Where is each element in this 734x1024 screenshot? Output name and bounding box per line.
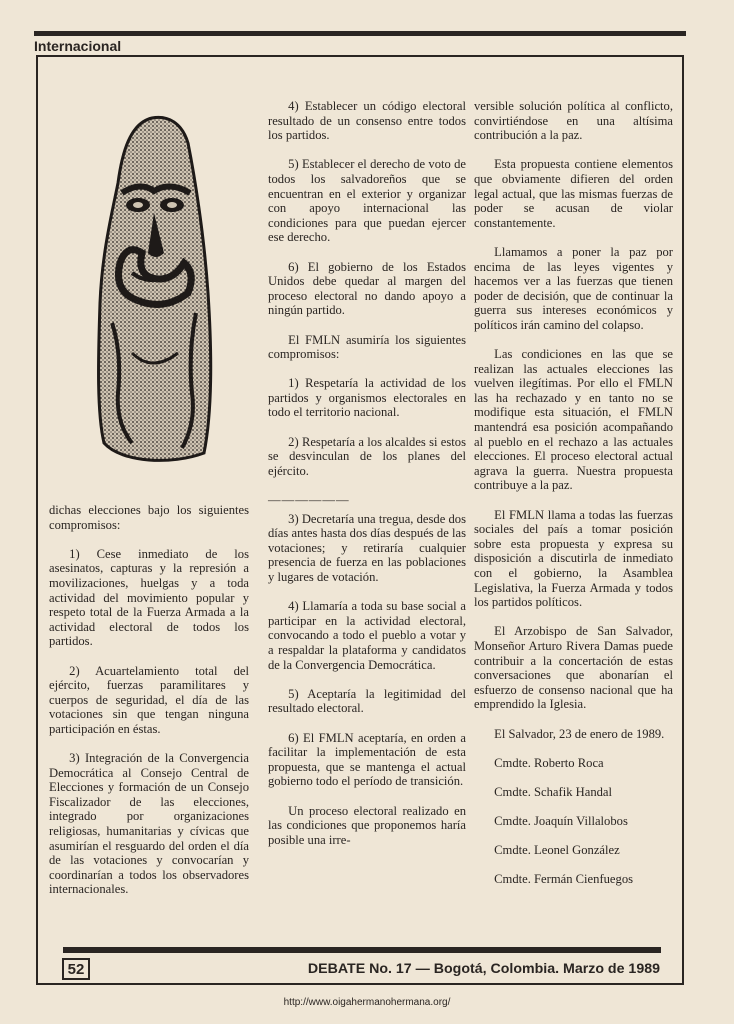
signature: Cmdte. Schafik Handal bbox=[494, 784, 613, 799]
source-url[interactable]: http://www.oigahermanohermana.org/ bbox=[283, 997, 451, 1008]
col2-paragraph: 6) El FMLN aceptaría, en orden a facilitar la implementación de esta propuesta, que se mantenga el actual gobierno todo el período de transición. bbox=[268, 730, 466, 789]
col2-paragraph: 5) Establecer el derecho de voto de todos los salvadoreños que se encuentran en el exterior y organizar con apoyo internacional las condiciones para que puedan ejercer ese derecho. bbox=[268, 157, 466, 245]
col3-paragraph: Esta propuesta contiene elementos que obviamente difieren del orden legal actual, que las mismas fuerzas de poder se acusan de violar constantemente. bbox=[474, 157, 673, 230]
col3-paragraph: El Arzobispo de San Salvador, Monseñor Arturo Rivera Damas puede contribuir a la concertación de estas conversaciones que abonarían el esfuerzo de consenso nacional que ha emprendido la Iglesia. bbox=[474, 624, 673, 712]
top-rule bbox=[34, 31, 686, 36]
section-label: Internacional bbox=[34, 38, 122, 54]
column-1 bbox=[49, 503, 249, 912]
column-3 bbox=[474, 99, 673, 902]
col1-item-1: 1) Cese inmediato de los asesinatos, capturas y la represión a movilizaciones, huelgas y a toda actividad del movimiento popular y respeto total de la Fuerza Armada a la actividad electoral de todos los partidos. bbox=[49, 546, 249, 649]
col2-paragraph: 1) Respetaría la actividad de los partidos y organismos electorales en todo el territorio nacional. bbox=[268, 376, 466, 420]
col2-paragraph: 4) Establecer un código electoral resultado de un consenso entre todos los partidos. bbox=[268, 99, 466, 143]
signature-block bbox=[474, 756, 673, 887]
col2-paragraph: Un proceso electoral realizado en las condiciones que proponemos haría posible una irre- bbox=[268, 803, 466, 847]
page-number: 52 bbox=[62, 958, 90, 980]
col3-paragraph: Llamamos a poner la paz por encima de las leyes vigentes y hacemos ver a las fuerzas que tienen poder de decisión, que de continuar la guerra sus intereses económicos y políticos irán camino del colapso. bbox=[474, 244, 673, 332]
col2-paragraph: 3) Decretaría una tregua, desde dos días antes hasta dos días después de las votaciones; y retiraría cualquier presencia de fuerza en las poblaciones y lugares de votación. bbox=[268, 511, 466, 584]
col1-intro: dichas elecciones bajo los siguientes compromisos: bbox=[49, 503, 249, 532]
col2-paragraph: 5) Aceptaría la legitimidad del resultado electoral. bbox=[268, 686, 466, 716]
col3-paragraph: Las condiciones en las que se realizan las actuales elecciones las vuelven ilegítimas. Por ello el FMLN las ha rechazado y en tanto no se modifique esta situación, el FMLN mantendrá esa posición acompañando al pueblo en el rechazo a las actuales elecciones. El proceso electoral actual agrava la guerra. Nuestra propuesta contribuye a la paz. bbox=[474, 347, 673, 493]
signature: Cmdte. Joaquín Villalobos bbox=[494, 814, 628, 829]
col2-paragraph: 6) El gobierno de los Estados Unidos debe quedar al margen del proceso electoral no dando apoyo a ningún partido. bbox=[268, 259, 466, 318]
col1-item-2: 2) Acuartelamiento total del ejército, fuerzas paramilitares y cuerpos de seguridad, el día de las votaciones sin que tengan ninguna participación en éstas. bbox=[49, 663, 249, 736]
col3-continuation: versible solución política al conflicto, convirtiéndose en una altísima contribución a la paz. bbox=[474, 99, 673, 143]
stone-carved-face-icon bbox=[92, 113, 217, 468]
signature: Cmdte. Roberto Roca bbox=[494, 755, 604, 770]
col2-paragraph: 4) Llamaría a toda su base social a participar en la actividad electoral, convocando a todo el pueblo a votar y a respaldar la plataforma y candidatos de la Convergencia Democrática. bbox=[268, 599, 466, 672]
signature: Cmdte. Fermán Cienfuegos bbox=[494, 872, 634, 887]
signature: Cmdte. Leonel González bbox=[494, 843, 620, 858]
separator-dashes: —————— bbox=[268, 493, 350, 508]
col2-paragraph: El FMLN asumiría los siguientes compromisos: bbox=[268, 332, 466, 362]
col1-item-3: 3) Integración de la Convergencia Democrática al Consejo Central de Elecciones y formación de un Consejo Fiscalizador de las elecciones, integrado por organizaciones religiosas, humanitarias y cívicas que asumirían el resguardo del orden el día de las votaciones y convocarían y coordinarían a todos los observadores internacionales. bbox=[49, 751, 249, 897]
bottom-rule bbox=[63, 947, 661, 953]
dateline: El Salvador, 23 de enero de 1989. bbox=[494, 726, 665, 741]
publication-footer: DEBATE No. 17 — Bogotá, Colombia. Marzo de 1989 bbox=[307, 961, 660, 977]
col2-paragraph: 2) Respetaría a los alcaldes si estos se desvinculan de los planes del ejército. bbox=[268, 434, 466, 478]
col3-paragraph: El FMLN llama a todas las fuerzas sociales del país a tomar posición sobre esta propuesta y expresa su disposición a discutirla de inmediato con el gobierno, la Asamblea Legislativa, la Fuerza Armada y todos los partidos políticos. bbox=[474, 507, 673, 610]
column-2 bbox=[268, 99, 466, 862]
